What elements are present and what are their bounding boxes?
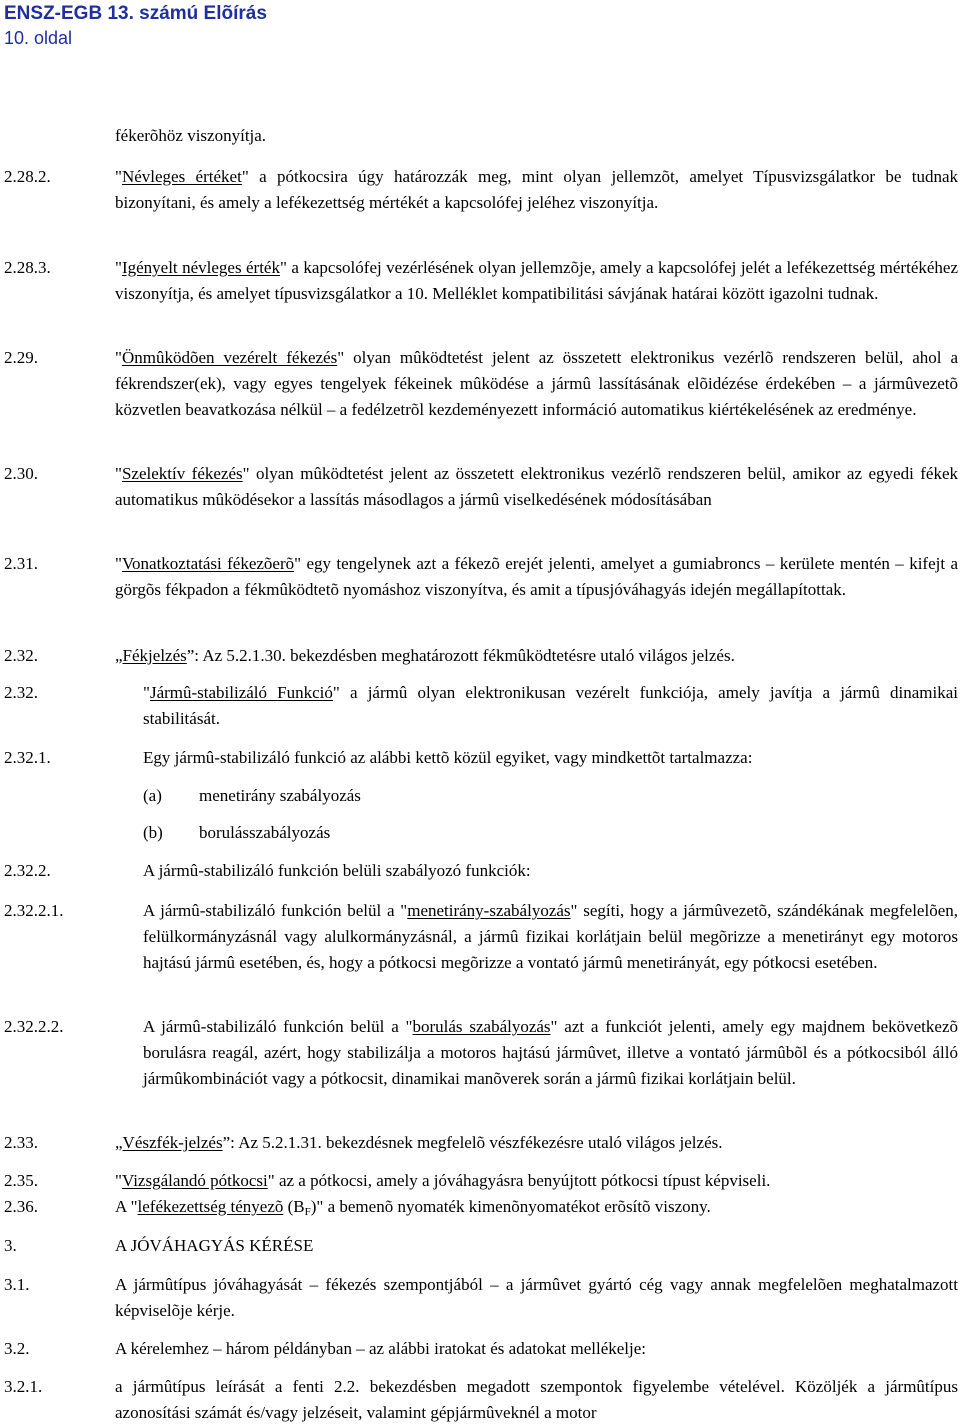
paragraph-number: 2.32.2.2. [4, 1017, 64, 1036]
document-title: ENSZ-EGB 13. számú Elõírás [4, 3, 267, 24]
defined-term: Szelektív fékezés [121, 464, 243, 483]
quote-open: " [115, 258, 122, 277]
defined-term: Igényelt névleges érték [121, 258, 280, 277]
paragraph-text [115, 461, 958, 513]
defined-term: Vizsgálandó pótkocsi [121, 1171, 268, 1190]
defined-term: Vészfék-jelzés [122, 1133, 223, 1152]
defined-term: menetirány-szabályozás [407, 901, 571, 920]
quote-open: " [115, 464, 122, 483]
quote-open: „ [115, 646, 123, 665]
list-item-text: borulásszabályozás [199, 823, 331, 842]
paragraph-text [143, 898, 958, 976]
text-lead: A jármû-stabilizáló funkción belül a " [143, 1017, 413, 1036]
defined-term: Önmûködõen vezérelt fékezés [121, 348, 338, 367]
paragraph-number: 2.30. [4, 464, 38, 483]
defined-term: Jármû-stabilizáló Funkció [149, 683, 333, 702]
definition-text: ”: Az 5.2.1.30. bekezdésben meghatározott fékmûködtetésre utaló világos jelzés. [186, 646, 735, 665]
paragraph-number: 3.2.1. [4, 1377, 43, 1396]
paragraph-number: 3.2. [4, 1339, 30, 1358]
page-header [4, 2, 267, 50]
paragraph-number: 2.28.3. [4, 258, 51, 277]
paragraph-number: 2.33. [4, 1133, 38, 1152]
section-number: 3. [4, 1236, 17, 1255]
paragraph-text [115, 164, 958, 216]
paragraph-number: 2.28.2. [4, 167, 51, 186]
defined-term: Névleges értéket [121, 167, 242, 186]
paragraph-text: A kérelemhez – három példányban – az alábbi iratokat és adatokat mellékelje: [115, 1339, 647, 1358]
paragraph-text [115, 1168, 958, 1194]
definition-text: " az a pótkocsi, amely a jóváhagyásra benyújtott pótkocsi típust képviseli. [267, 1171, 771, 1190]
defined-term: Vonatkoztatási fékezõerõ [121, 554, 295, 573]
paragraph-number: 2.29. [4, 348, 38, 367]
definition-text: " a jármû olyan elektronikusan vezérelt funkciója, amely javítja a jármû dinamikai stabilitását. [143, 683, 958, 728]
paragraph-number: 2.32. [4, 646, 38, 665]
definition-text: " olyan mûködtetést jelent az összetett elektronikus vezérlõ rendszeren belül, ahol a fékrendszer(ek), vagy egyes tengelyek fékeinek mûködése a jármû lassításának elõidézése érdekében – a jármûvezetõ közvetlen beavatkozása nélkül – a fedélzetrõl kezdeményezett információ automatikus kiértékelésének az eredménye. [115, 348, 958, 419]
paragraph-text: Egy jármû-stabilizáló funkció az alábbi kettõ közül egyiket, vagy mindkettõt tartalmazza: [143, 748, 753, 767]
quote-open: „ [115, 1133, 123, 1152]
definition-text: " olyan mûködtetést jelent az összetett elektronikus vezérlõ rendszeren belül, amikor az egyedi fékek automatikus mûködésekor a lassítás másodlagos a jármû viselkedésének módosításában [115, 464, 958, 509]
definition-text: " egy tengelynek azt a fékezõ erejét jelenti, amelyet a gumiabroncs – kerülete mentén – kifejt a görgõs fékpadon a fékmûködtetõ nyomáshoz viszonyítva, és amit a típusjóváhagyás idején megállapítottak. [115, 554, 959, 599]
quote-open: " [115, 348, 122, 367]
section-title: A JÓVÁHAGYÁS KÉRÉSE [115, 1236, 314, 1255]
paragraph-text [115, 1194, 958, 1225]
paragraph-number: 2.32.2. [4, 861, 51, 880]
paragraph-text [115, 551, 958, 603]
paragraph-number: 2.32. [4, 683, 38, 702]
paragraph-number: 2.35. [4, 1171, 38, 1190]
list-marker: (a) [143, 786, 162, 805]
quote-open: " [115, 1171, 122, 1190]
paragraph-number: 3.1. [4, 1275, 30, 1294]
subscript: F [304, 1206, 311, 1218]
paragraph-text [115, 345, 958, 423]
defined-term: Fékjelzés [122, 646, 187, 665]
paragraph-number: 2.32.2.1. [4, 901, 64, 920]
paragraph-text [115, 255, 958, 307]
quote-open: " [115, 167, 122, 186]
list-marker: (b) [143, 823, 163, 842]
text-lead: A jármû-stabilizáló funkción belül a " [143, 901, 408, 920]
definition-text: (B [283, 1197, 305, 1216]
quote-open: " [115, 554, 122, 573]
defined-term: borulás szabályozás [412, 1017, 551, 1036]
text-lead: A " [115, 1197, 138, 1216]
paragraph-text [115, 643, 958, 669]
paragraph-text: A jármû-stabilizáló funkción belüli szabályozó funkciók: [143, 861, 531, 880]
paragraph-text: fékerõhöz viszonyítja. [115, 126, 267, 145]
definition-text: " segíti, hogy a jármûvezetõ, szándékának megfelelõen, felülkormányzásnál vagy alulkormányzásnál, a jármû fizikai korlátjain belül megõrizze a menetirányt egy motoros hajtású jármû esetében, és, hogy a pótkocsi megõrizze a vontató jármû menetirányát, egy pótkocsi esetében. [143, 901, 958, 972]
list-item-text: menetirány szabályozás [199, 786, 361, 805]
paragraph-text [143, 1014, 958, 1092]
defined-term: lefékezettség tényezõ [137, 1197, 284, 1216]
paragraph-text: a jármûtípus leírását a fenti 2.2. bekezdésben megadott szempontok figyelembe vételével. Közöljék a jármûtípus azonosítási számát és/vagy jelzéseit, valamint gépjármûveknél a motor [115, 1377, 958, 1422]
paragraph-text [115, 1130, 958, 1156]
paragraph-number: 2.36. [4, 1197, 38, 1216]
quote-open: " [143, 683, 150, 702]
paragraph-text [143, 680, 958, 732]
paragraph-number: 2.32.1. [4, 748, 51, 767]
definition-tail: )" a bemenõ nyomaték kimenõnyomatékot erõsítõ viszony. [310, 1197, 711, 1216]
definition-text: ”: Az 5.2.1.31. bekezdésnek megfelelõ vészfékezésre utaló világos jelzés. [222, 1133, 723, 1152]
definition-text: " a kapcsolófej vezérlésének olyan jellemzõje, amely a kapcsolófej jelét a lefékezettség mértékéhez viszonyítja, és amelyet típusvizsgálatkor a 10. Melléklet kompatibilitási sávjának határai között igazolni tudnak. [115, 258, 958, 303]
paragraph-text: A jármûtípus jóváhagyását – fékezés szempontjából – a jármûvet gyártó cég vagy annak megfelelõen meghatalmazott képviselõje kérje. [115, 1275, 958, 1320]
page-number: 10. oldal [4, 28, 73, 48]
definition-text: " a pótkocsira úgy határozzák meg, mint olyan jellemzõt, amelyet Típusvizsgálatkor be tudnak bizonyítani, és amely a lefékezettség mértékét a kapcsolófej jeléhez viszonyítja. [115, 167, 958, 212]
paragraph-number: 2.31. [4, 554, 38, 573]
definition-text: " azt a funkciót jelenti, amely egy majdnem bekövetkezõ borulásra reagál, azért, hogy stabilizálja a motoros hajtású jármûvet, illetve a vontató jármûbõl és a pótkocsiból álló jármûkombinációt vagy a pótkocsit, dinamikai manõverek során a jármû fizikai korlátjain belül. [143, 1017, 958, 1088]
